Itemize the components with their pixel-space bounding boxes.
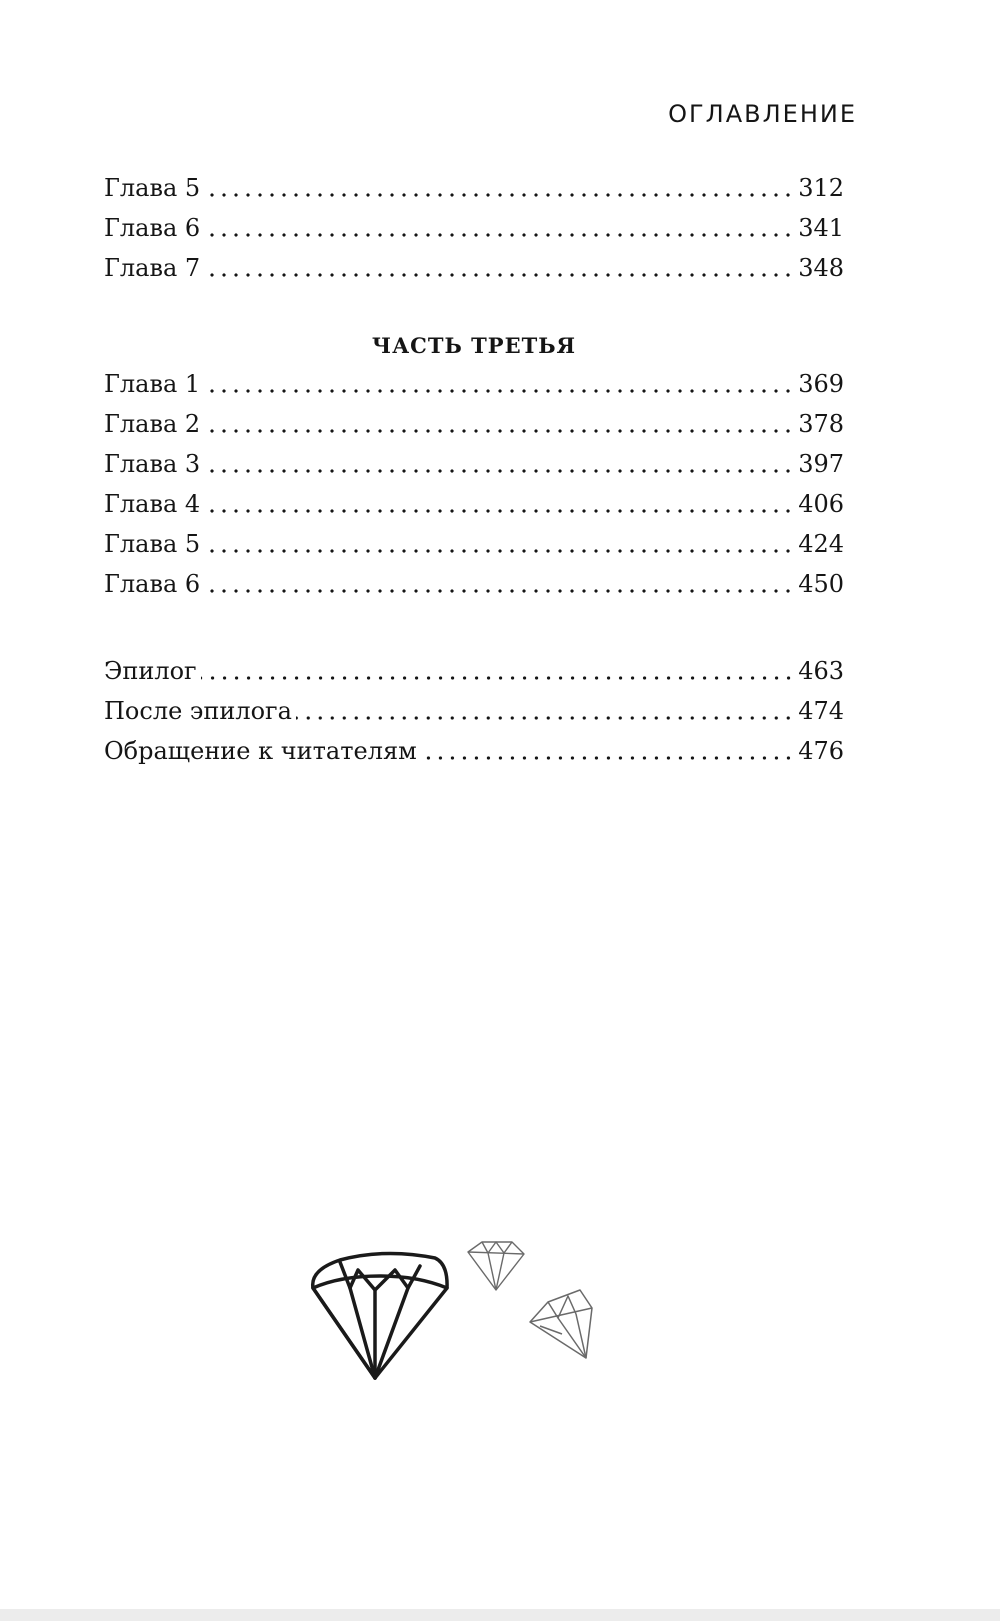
dot-leader: [201, 662, 795, 680]
toc-entry[interactable]: [104, 651, 844, 691]
diamond-icon: [530, 1290, 592, 1358]
dot-leader: [204, 219, 794, 237]
dot-leader: [421, 742, 794, 760]
toc-entry-page: 397: [798, 450, 844, 478]
toc-entry[interactable]: [104, 208, 844, 248]
diamond-icon: [468, 1242, 524, 1290]
toc-entry-title: Глава 1: [104, 370, 201, 398]
toc-entry[interactable]: [104, 248, 844, 288]
toc-entry-title: Глава 2: [104, 410, 201, 438]
toc-group-part3: [104, 364, 844, 604]
toc-entry-page: 348: [798, 254, 844, 282]
toc-entry-page: 378: [798, 410, 844, 438]
toc-entry-title: Глава 7: [104, 254, 201, 282]
dot-leader: [204, 495, 794, 513]
toc-entry[interactable]: [104, 444, 844, 484]
dot-leader: [204, 535, 794, 553]
running-title: ОГЛАВЛЕНИЕ: [668, 100, 857, 128]
toc-entry-page: 312: [798, 174, 844, 202]
dot-leader: [204, 179, 794, 197]
dot-leader: [204, 375, 794, 393]
toc-entry-title: Глава 3: [104, 450, 201, 478]
toc-entry[interactable]: [104, 731, 844, 771]
toc-entry-title: Эпилог: [104, 657, 197, 685]
toc-entry-page: 463: [798, 657, 844, 685]
toc-entry-page: 369: [798, 370, 844, 398]
toc-entry[interactable]: [104, 564, 844, 604]
toc-entry-page: 450: [798, 570, 844, 598]
toc-entry-title: Глава 5: [104, 174, 201, 202]
toc-entry[interactable]: [104, 691, 844, 731]
diamond-icon: [313, 1253, 447, 1378]
toc-entry-page: 406: [798, 490, 844, 518]
toc-entry-title: Глава 4: [104, 490, 201, 518]
toc-entry[interactable]: [104, 524, 844, 564]
toc-entry-page: 424: [798, 530, 844, 558]
toc-entry[interactable]: [104, 404, 844, 444]
toc-entry-page: 341: [798, 214, 844, 242]
toc-group-end: [104, 651, 844, 771]
toc-entry-page: 476: [798, 737, 844, 765]
dot-leader: [204, 455, 794, 473]
toc-entry-title: Глава 5: [104, 530, 201, 558]
toc-entry-page: 474: [798, 697, 844, 725]
toc-entry-title: Глава 6: [104, 214, 201, 242]
toc-entry-title: Обращение к читателям: [104, 737, 417, 765]
dot-leader: [204, 259, 794, 277]
toc-group-top: [104, 168, 844, 288]
toc-entry[interactable]: [104, 484, 844, 524]
dot-leader: [204, 575, 794, 593]
toc-entry[interactable]: [104, 168, 844, 208]
toc-entry-title: После эпилога: [104, 697, 292, 725]
dot-leader: [296, 702, 794, 720]
page-edge: [0, 1609, 1000, 1621]
part-heading: ЧАСТЬ ТРЕТЬЯ: [371, 333, 577, 358]
dot-leader: [204, 415, 794, 433]
toc-entry-title: Глава 6: [104, 570, 201, 598]
toc-entry[interactable]: [104, 364, 844, 404]
diamonds-illustration: [300, 1230, 620, 1414]
